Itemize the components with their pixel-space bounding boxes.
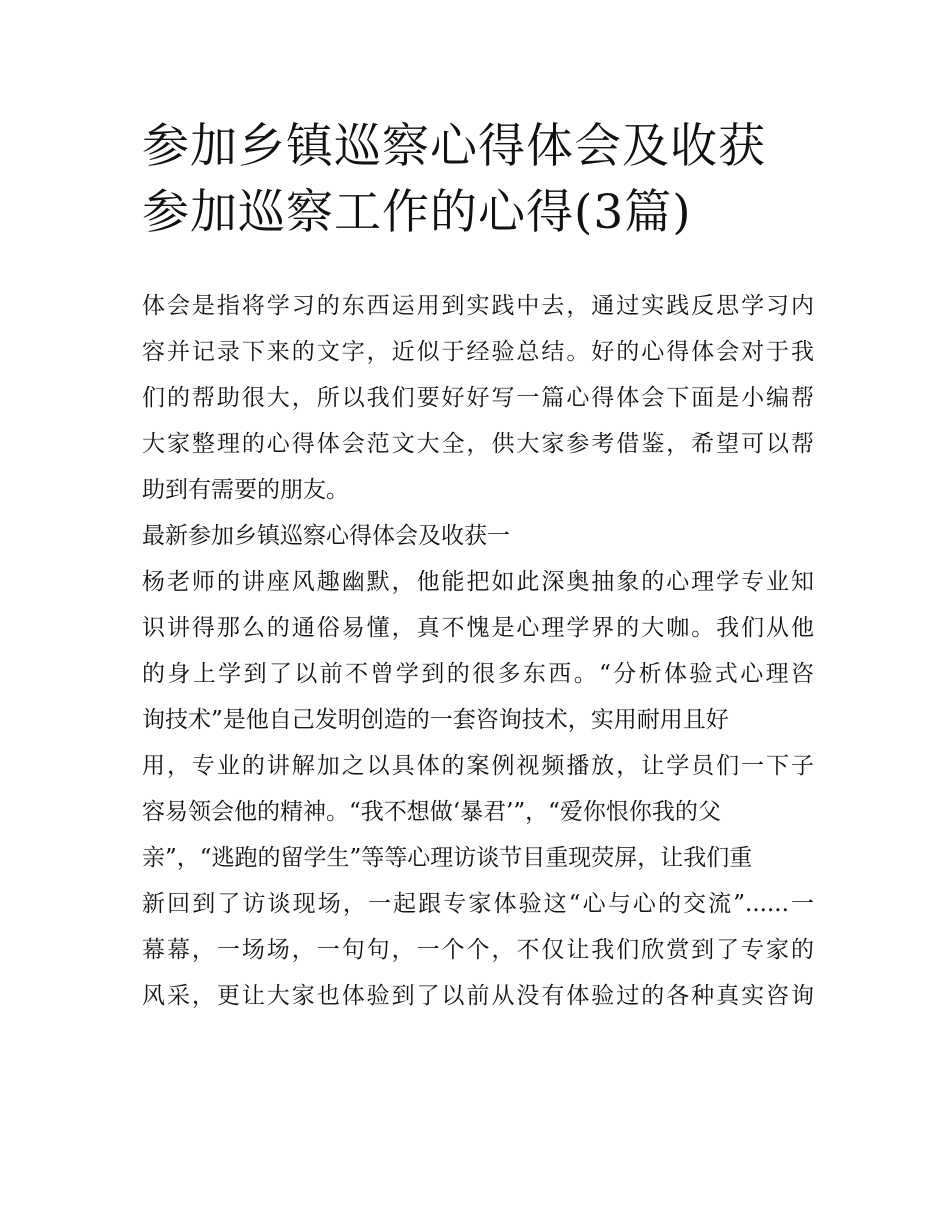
- body-line: 询技术”是他自己发明创造的一套咨询技术，实用耐用且好: [142, 707, 729, 733]
- document-body: [142, 283, 814, 1019]
- section-paragraph: [142, 559, 814, 1019]
- intro-line: 们的帮助很大，所以我们要好好写一篇心得体会下面是小编帮: [142, 385, 814, 411]
- title-line-1: 参加乡镇巡察心得体会及收获: [142, 119, 766, 174]
- document-title: [142, 114, 842, 246]
- body-line: 识讲得那么的通俗易懂，真不愧是心理学界的大咖。我们从他: [142, 615, 814, 641]
- intro-line: 助到有需要的朋友。: [142, 477, 349, 503]
- section-heading: 最新参加乡镇巡察心得体会及收获一: [142, 523, 510, 549]
- body-line: 用，专业的讲解加之以具体的案例视频播放，让学员们一下子: [142, 753, 814, 779]
- body-line: 风采，更让大家也体验到了以前从没有体验过的各种真实咨询: [142, 983, 814, 1009]
- intro-line: 容并记录下来的文字，近似于经验总结。好的心得体会对于我: [142, 339, 814, 365]
- body-line: 杨老师的讲座风趣幽默，他能把如此深奥抽象的心理学专业知: [142, 569, 814, 595]
- body-line: 幕幕，一场场，一句句，一个个，不仅让我们欣赏到了专家的: [142, 937, 814, 963]
- intro-paragraph: [142, 283, 814, 513]
- intro-line: 体会是指将学习的东西运用到实践中去，通过实践反思学习内: [142, 293, 814, 319]
- title-line-2: 参加巡察工作的心得(3篇): [142, 185, 692, 240]
- body-line: 的身上学到了以前不曾学到的很多东西。“分析体验式心理咨: [142, 661, 814, 687]
- body-line: 亲”，“逃跑的留学生”等等心理访谈节目重现荧屏，让我们重: [142, 845, 753, 871]
- body-line: 容易领会他的精神。“我不想做‘暴君’”，“爱你恨你我的父: [142, 799, 721, 825]
- intro-line: 大家整理的心得体会范文大全，供大家参考借鉴，希望可以帮: [142, 431, 814, 457]
- body-line: 新回到了访谈现场，一起跟专家体验这“心与心的交流”......一: [142, 891, 814, 917]
